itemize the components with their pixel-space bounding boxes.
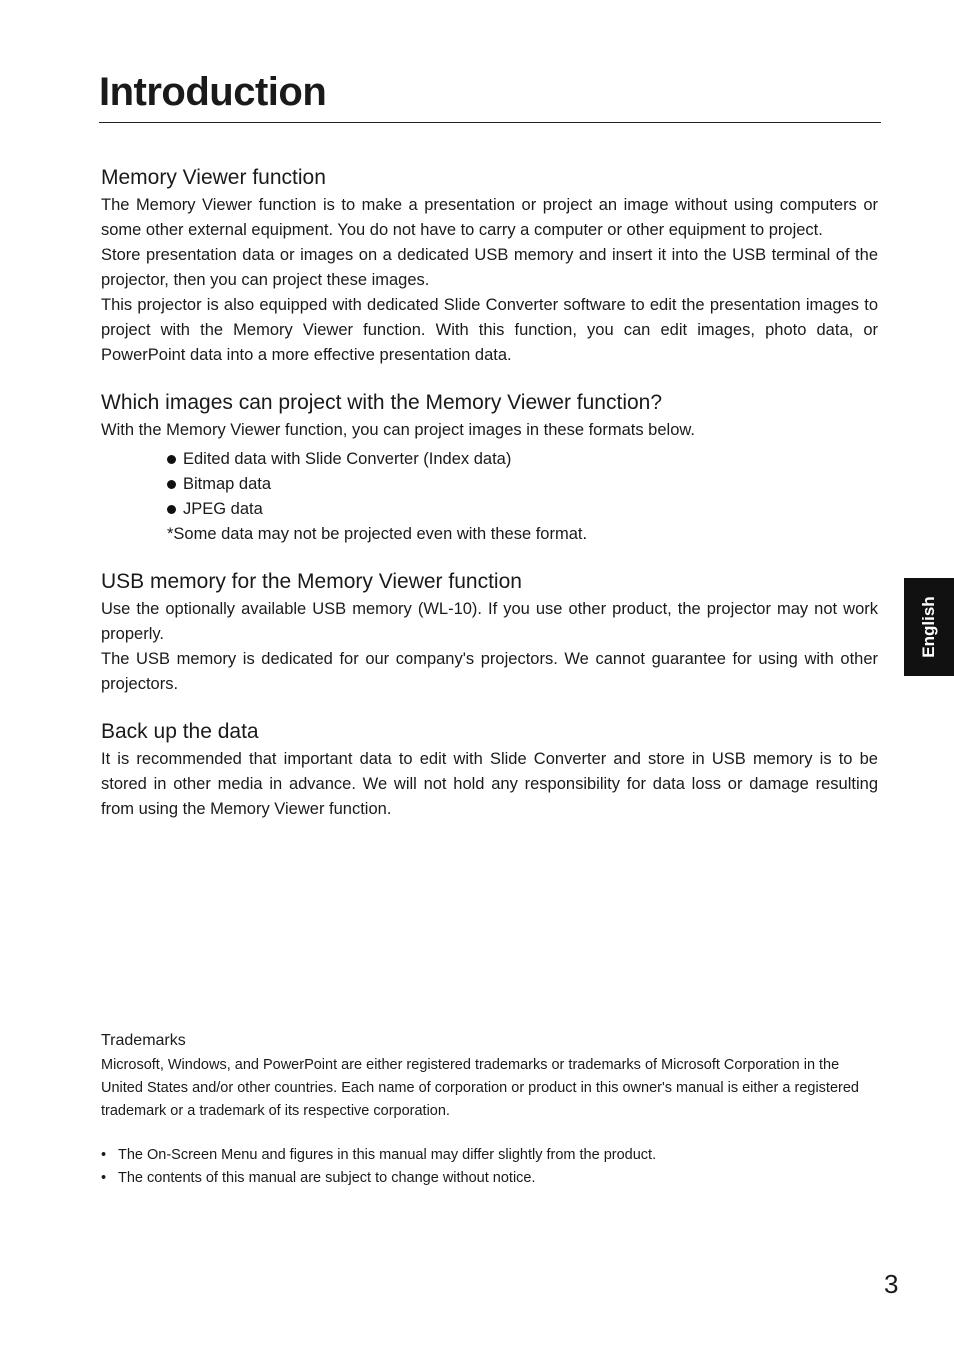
paragraph: The Memory Viewer function is to make a presentation or project an image without using computers or some other external equipment. You do not have to carry a computer or other equipment to project.: [101, 196, 878, 239]
section-supported-images: [101, 389, 878, 547]
list-item: [167, 497, 878, 522]
format-list: [101, 447, 878, 522]
language-tab: [904, 578, 954, 676]
paragraph: This projector is also equipped with dedicated Slide Converter software to edit the presentation images to project with the Memory Viewer function. With this function, you can edit images, photo data, or PowerPoint data into a more effective presentation data.: [101, 296, 878, 364]
list-item-text: Bitmap data: [183, 475, 272, 493]
trademarks-heading: Trademarks: [101, 1032, 186, 1049]
section-memory-viewer: [101, 164, 878, 368]
bullet-dot-icon: [167, 455, 176, 464]
footnote-text: The On-Screen Menu and figures in this manual may differ slightly from the product.: [118, 1147, 657, 1163]
page-title: Introduction: [99, 70, 327, 114]
footnote-text: The contents of this manual are subject to change without notice.: [118, 1170, 536, 1186]
bullet-dot-icon: [167, 505, 176, 514]
footnote-list: [101, 1144, 881, 1190]
page-number: 3: [884, 1269, 899, 1299]
bullet-dot-icon: [167, 480, 176, 489]
list-item-text: JPEG data: [183, 500, 263, 518]
paragraph: The USB memory is dedicated for our company's projectors. We cannot guarantee for using with other projectors.: [101, 650, 878, 693]
list-item: [167, 447, 878, 472]
section-backup: [101, 718, 878, 822]
title-divider: [99, 122, 881, 123]
section-heading: Which images can project with the Memory Viewer function?: [101, 391, 663, 414]
paragraph: Store presentation data or images on a dedicated USB memory and insert it into the USB terminal of the projector, then you can project these images.: [101, 246, 878, 289]
footnote-item: [101, 1167, 881, 1190]
list-item: [167, 472, 878, 497]
section-heading: Memory Viewer function: [101, 166, 326, 189]
trademarks-text: Microsoft, Windows, and PowerPoint are either registered trademarks or trademarks of Microsoft Corporation in the United States and/or other countries. Each name of corporation or product in this owner's manual is either a registered trademark or a trademark of its respective corporation.: [101, 1057, 859, 1119]
section-heading: Back up the data: [101, 720, 259, 743]
bullet-mark: •: [101, 1170, 107, 1186]
bullet-mark: •: [101, 1147, 107, 1163]
paragraph: It is recommended that important data to edit with Slide Converter and store in USB memory is to be stored in other media in advance. We will not hold any responsibility for data loss or damage resulting from using the Memory Viewer function.: [101, 750, 878, 818]
main-content: [101, 164, 878, 822]
list-item-text: Edited data with Slide Converter (Index data): [183, 450, 512, 468]
footnote-item: [101, 1144, 881, 1167]
paragraph: With the Memory Viewer function, you can project images in these formats below.: [101, 421, 695, 439]
section-usb-memory: [101, 568, 878, 697]
paragraph: Use the optionally available USB memory (WL-10). If you use other product, the projector may not work properly.: [101, 600, 878, 643]
trademarks-block: [101, 1030, 881, 1190]
section-heading: USB memory for the Memory Viewer function: [101, 570, 522, 593]
format-note: *Some data may not be projected even with these format.: [167, 525, 588, 543]
language-tab-label: English: [919, 596, 938, 658]
